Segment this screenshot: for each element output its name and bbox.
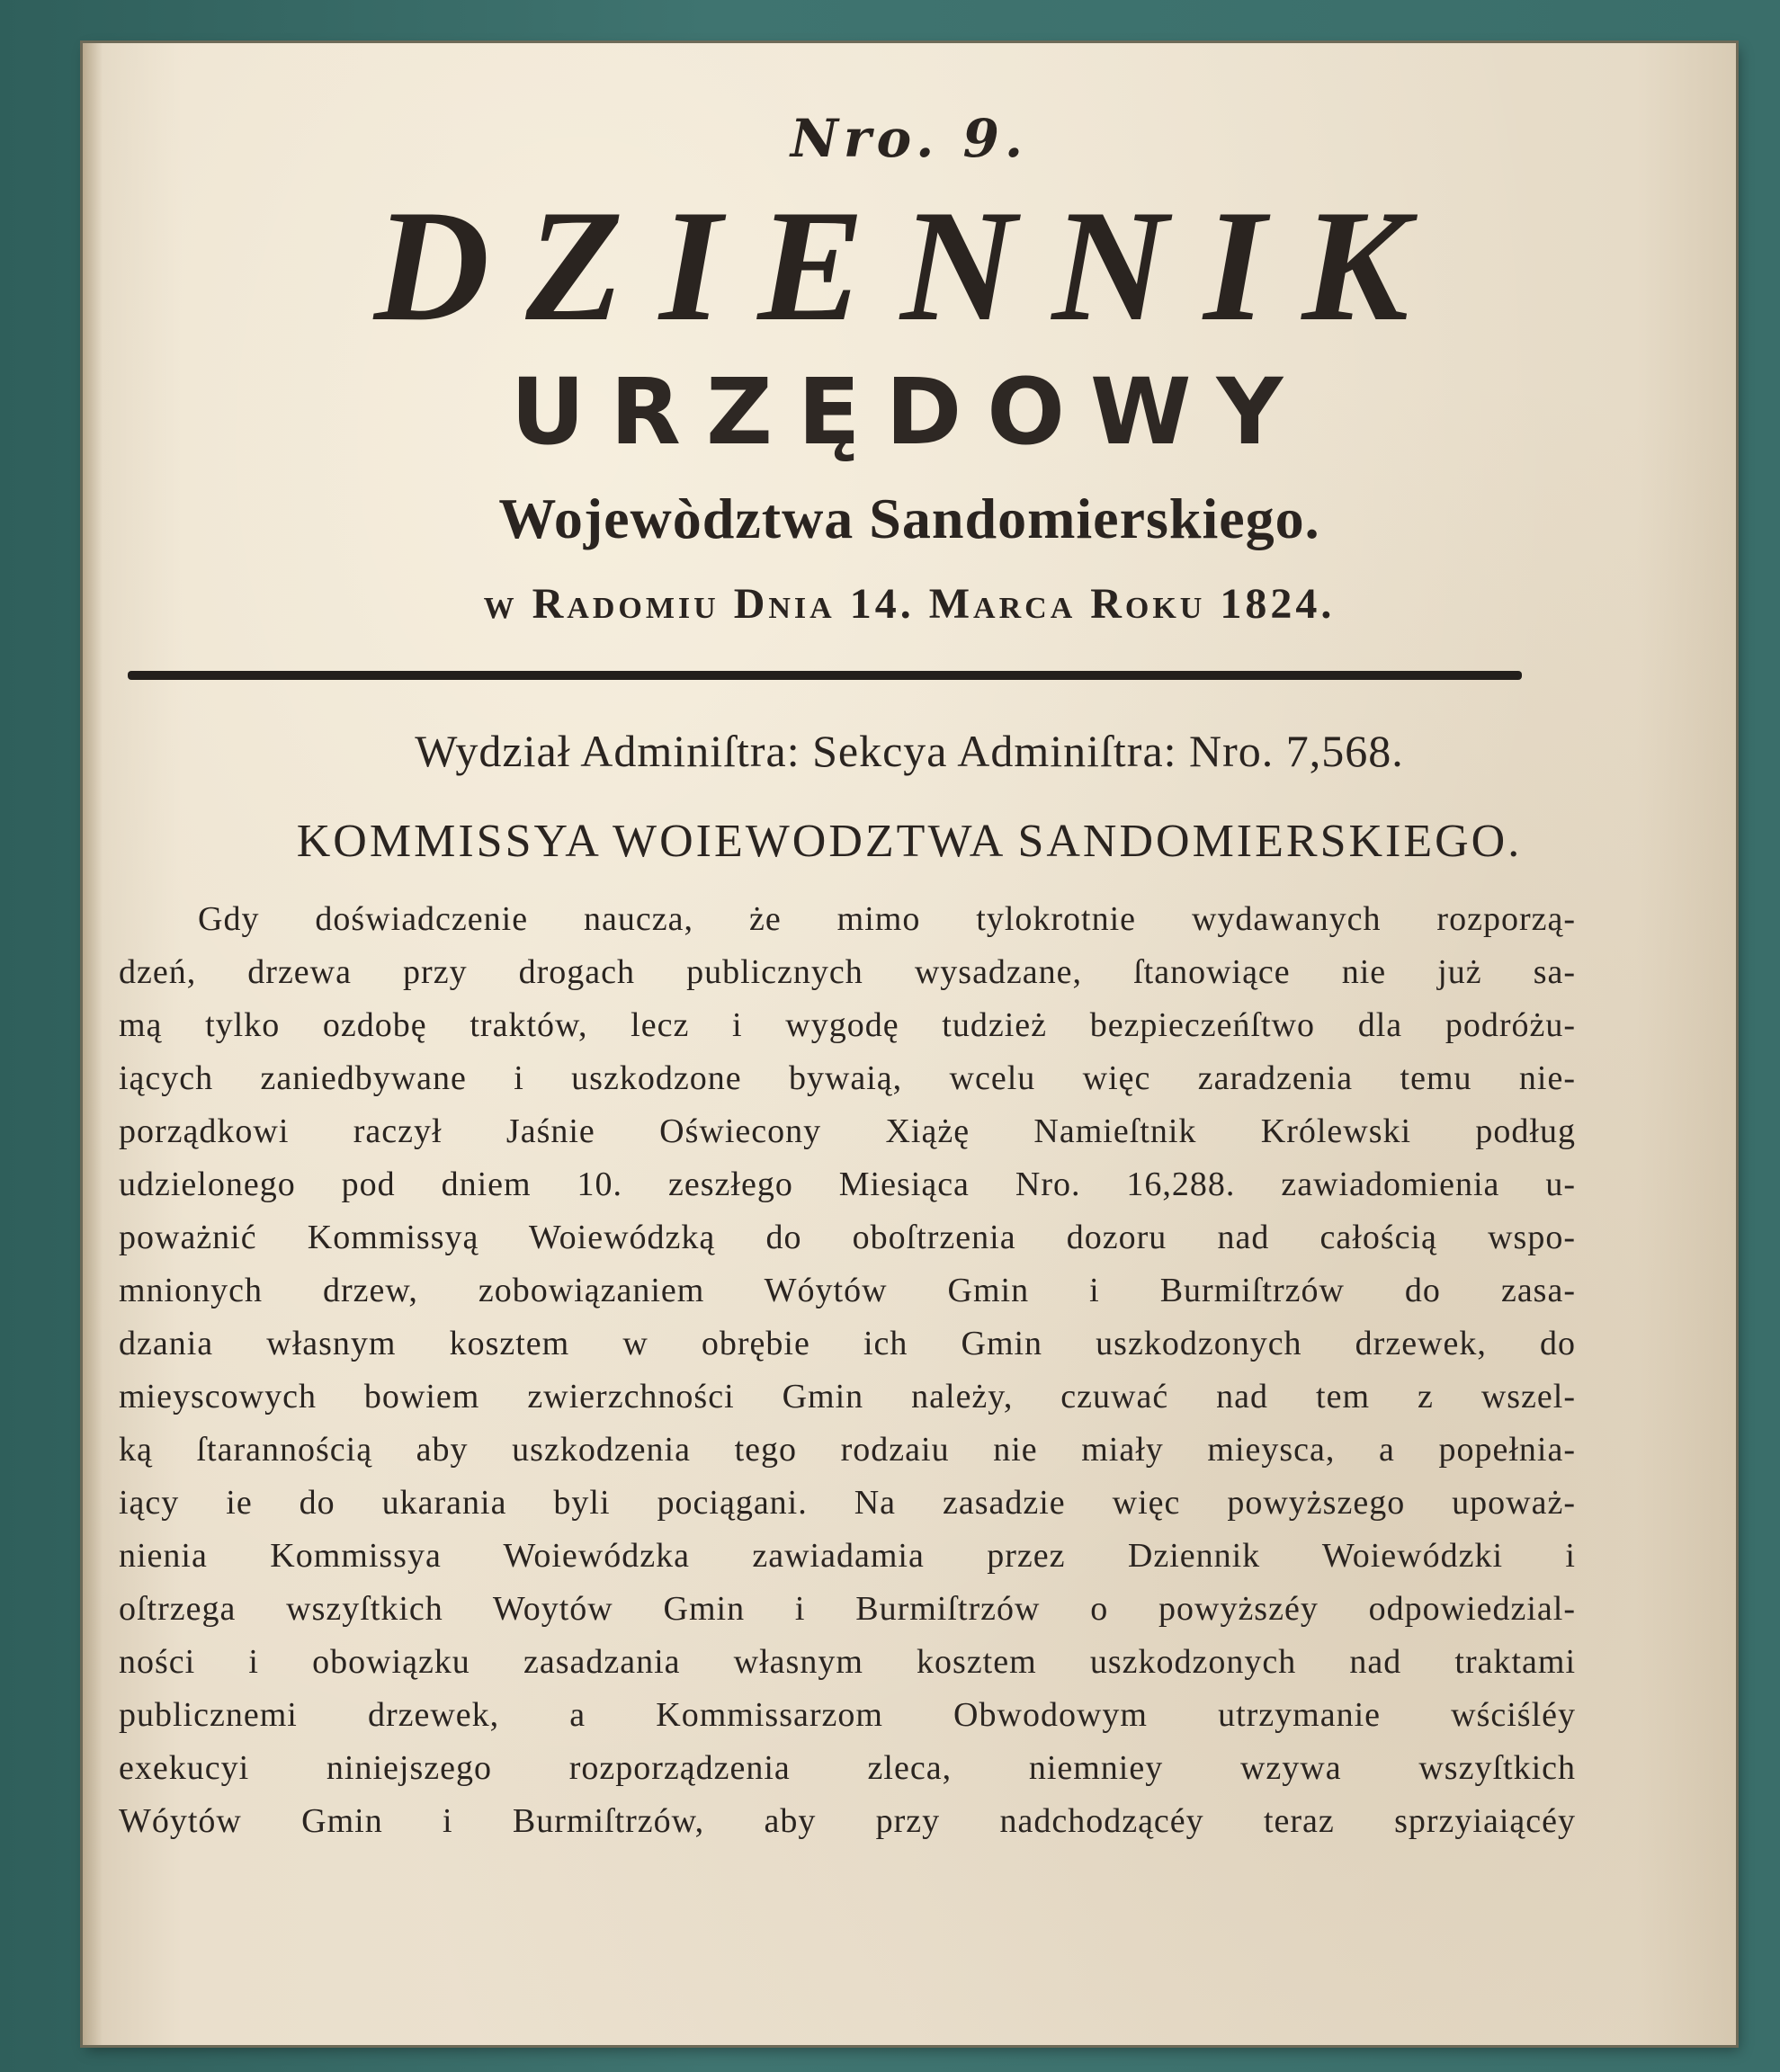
- body-line: porządkowi raczył Jaśnie Oświecony Xiążę Namieſtnik Królewski podług: [119, 1112, 1576, 1150]
- masthead-dateline: w Radomiu Dnia 14. Marca Roku 1824.: [483, 580, 1336, 628]
- body-line: mnionych drzew, zobowiązaniem Wóytów Gmin i Burmiſtrzów do zasa-: [119, 1272, 1576, 1309]
- body-line: Gdy doświadczenie naucza, że mimo tylokrotnie wydawanych rozporzą-: [198, 900, 1576, 938]
- body-line: nienia Kommissya Woiewódzka zawiadamia przez Dziennik Woiewódzki i: [119, 1537, 1576, 1575]
- body-line: ką ſtarannością aby uszkodzenia tego rodzaiu nie miały mieysca, a popełnia-: [119, 1431, 1576, 1469]
- body-line: mieyscowych bowiem zwierzchności Gmin należy, czuwać nad tem z wszel-: [119, 1378, 1576, 1416]
- body-line: publicznemi drzewek, a Kommissarzom Obwodowym utrzymanie wściśléy: [119, 1696, 1576, 1734]
- masthead-title: DZIENNIK: [373, 176, 1445, 354]
- body-line: Wóytów Gmin i Burmiſtrzów, aby przy nadchodzącéy teraz sprzyiaiącéy: [119, 1802, 1576, 1840]
- body-line: iący ie do ukarania byli pociągani. Na zasadzie więc powyższego upoważ-: [119, 1484, 1576, 1522]
- page-content: [83, 43, 1736, 2045]
- body-line: mą tylko ozdobę traktów, lecz i wygodę tudzież bezpieczeńſtwo dla podróżu-: [119, 1006, 1576, 1044]
- department-line: Wydział Adminiſtra: Sekcya Adminiſtra: Nro. 7,568.: [415, 726, 1404, 776]
- body-line: poważnić Kommissyą Woiewódzką do oboſtrzenia dozoru nad całością wspo-: [119, 1219, 1576, 1256]
- notice-heading: KOMMISSYA WOIEWODZTWA SANDOMIERSKIEGO.: [296, 816, 1523, 867]
- body-line: iących zaniedbywane i uszkodzone bywaią, wcelu więc zaradzenia temu nie-: [119, 1059, 1576, 1097]
- body-line: dzania własnym kosztem w obrębie ich Gmin uszkodzonych drzewek, do: [119, 1325, 1576, 1362]
- issue-number: Nro. 9.: [790, 108, 1029, 169]
- newspaper-page: [83, 43, 1736, 2045]
- notice-body: [119, 893, 1576, 1848]
- masthead-divider: [128, 671, 1522, 680]
- body-line: dzeń, drzewa przy drogach publicznych wysadzane, ſtanowiące nie już sa-: [119, 953, 1576, 991]
- body-line: ności i obowiązku zasadzania własnym kosztem uszkodzonych nad traktami: [119, 1643, 1576, 1681]
- masthead-region: Wojewòdztwa Sandomierskiego.: [498, 487, 1320, 550]
- body-line: exekucyi niniejszego rozporządzenia zleca, niemniey wzywa wszyſtkich: [119, 1749, 1576, 1787]
- body-line: udzielonego pod dniem 10. zeszłego Miesiąca Nro. 16,288. zawiadomienia u-: [119, 1166, 1576, 1203]
- body-line: oſtrzega wszyſtkich Woytów Gmin i Burmiſtrzów o powyższéy odpowiedzial-: [119, 1590, 1576, 1628]
- masthead-subtitle: URZĘDOWY: [510, 359, 1309, 466]
